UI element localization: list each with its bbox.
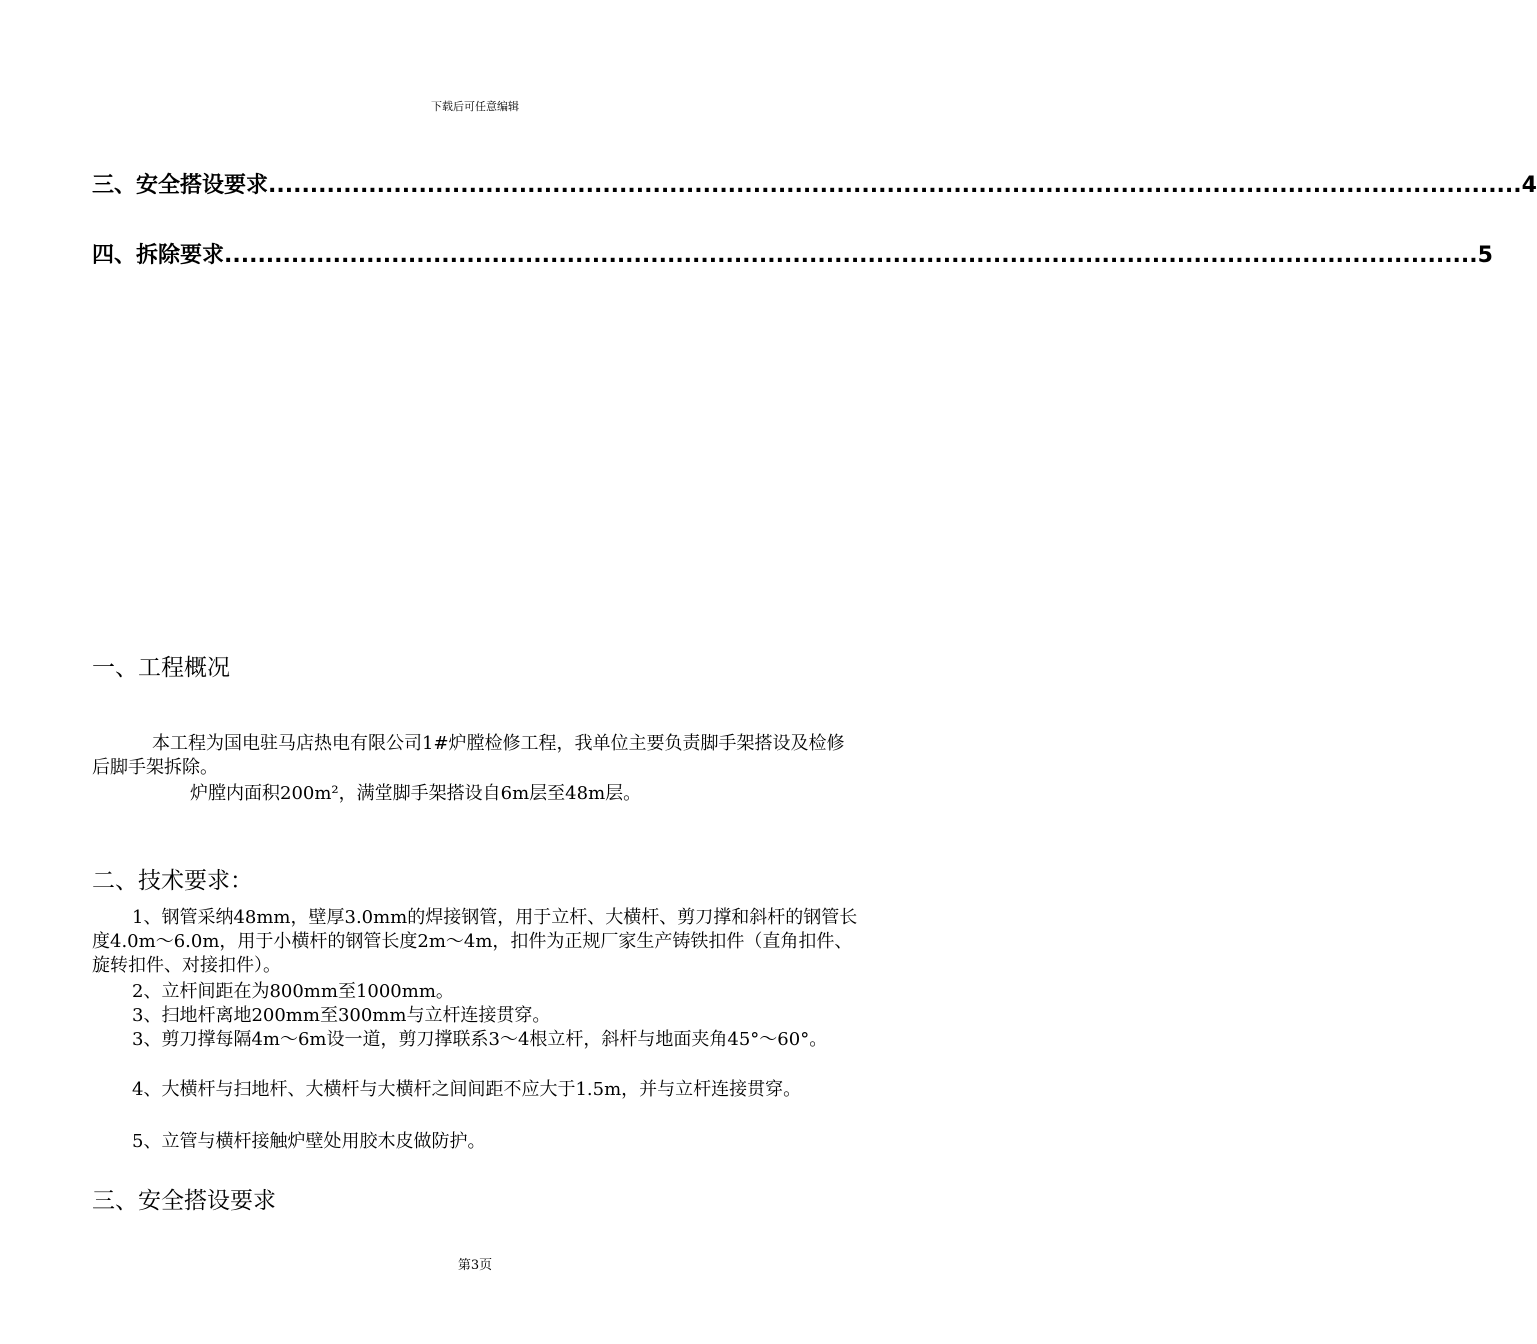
overview-paragraph: 本工程为国电驻马店热电有限公司1#炉膛检修工程，我单位主要负责脚手架搭设及检修后脚手架拆除。 xyxy=(92,733,845,778)
page-number-footer: 第3页 xyxy=(457,1258,493,1273)
technical-item: 3、剪刀撑每隔4m～6m设一道，剪刀撑联系3～4根立杆，斜杆与地面夹角45°～60°。 xyxy=(132,1029,828,1050)
toc-entry-label: 四、拆除要求 xyxy=(92,243,225,268)
toc-entry-safety[interactable] xyxy=(92,170,1537,202)
toc-page-number: 5 xyxy=(1477,243,1493,268)
toc-leader-dots: ...................................................................................................................................................... xyxy=(268,173,1522,198)
section-heading-overview: 一、工程概况 xyxy=(92,655,230,681)
section-heading-technical: 二、技术要求： xyxy=(92,868,253,894)
technical-item: 3、扫地杆离地200mm至300mm与立杆连接贯穿。 xyxy=(132,1005,551,1026)
toc-leader-dots: ...................................................................................................................................................... xyxy=(224,243,1478,268)
technical-item: 5、立管与横杆接触炉壁处用胶木皮做防护。 xyxy=(132,1131,486,1152)
toc-entry-removal[interactable] xyxy=(92,240,1493,272)
toc-entry-label: 三、安全搭设要求 xyxy=(92,173,269,198)
technical-item: 4、大横杆与扫地杆、大横杆与大横杆之间间距不应大于1.5m，并与立杆连接贯穿。 xyxy=(132,1079,802,1100)
section-heading-safety: 三、安全搭设要求 xyxy=(92,1188,276,1214)
technical-item: 2、立杆间距在为800mm至1000mm。 xyxy=(132,981,454,1002)
overview-area-text: 炉膛内面积200m²，满堂脚手架搭设自6m层至48m层。 xyxy=(190,783,642,804)
toc-page-number: 4 xyxy=(1521,173,1537,198)
page-header-note: 下载后可任意编辑 xyxy=(431,100,519,113)
technical-item: 1、钢管采纳48mm，壁厚3.0mm的焊接钢管，用于立杆、大横杆、剪刀撑和斜杆的钢管长度4.0m～6.0m，用于小横杆的钢管长度2m～4m，扣件为正规厂家生产铸铁扣件（直角扣件、旋转扣件、对接扣件）。 xyxy=(92,907,858,976)
